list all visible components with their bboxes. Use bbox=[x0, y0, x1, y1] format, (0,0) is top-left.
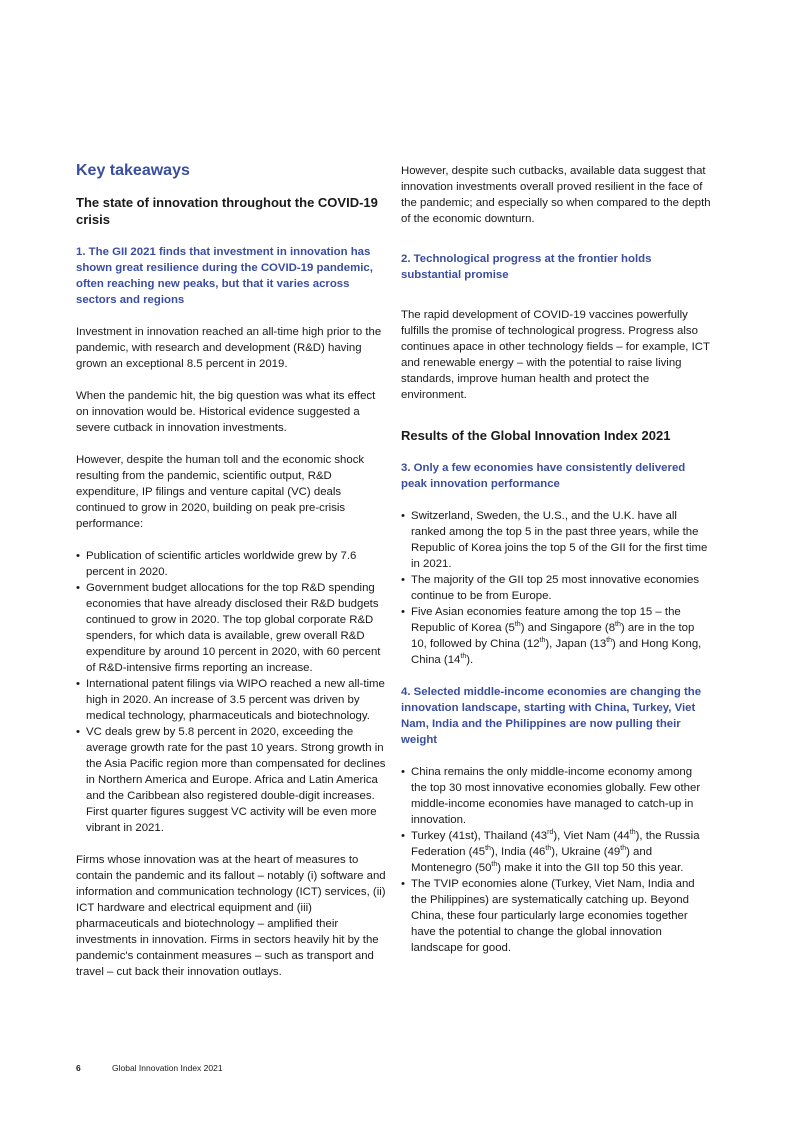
key-point-4: 4. Selected middle-income economies are changing the innovation landscape, starting with China, Turkey, Viet Nam, India and the Philippines are now pulling their weight bbox=[401, 686, 702, 746]
page-number: 6 bbox=[76, 1063, 81, 1073]
list-item: • International patent filings via WIPO reached a new all-time high in 2020. An increase of 3.5 percent was driven by medical technology, pharmaceuticals and biotechnology. bbox=[76, 676, 386, 724]
list-item: • Government budget allocations for the top R&D spending economies that have already disclosed their R&D budgets continued to grow in 2020. The top global corporate R&D spenders, for which data is available, grew overall R&D expenditure by around 10 percent in 2020, with 60 percent of R&D-intensive firms reporting an increase. bbox=[76, 580, 386, 676]
list-item: • Publication of scientific articles worldwide grew by 7.6 percent in 2020. bbox=[76, 548, 386, 580]
key-point-1: 1. The GII 2021 finds that investment in innovation has shown great resilience during the COVID-19 pandemic, often reaching new peaks, but that it varies across sectors and regions bbox=[76, 246, 373, 306]
list-item: • Switzerland, Sweden, the U.S., and the U.K. have all ranked among the top 5 in the past three years, while the Republic of Korea joins the top 5 of the GII for the first time in 2021. bbox=[401, 508, 711, 572]
section-heading-gii-results: Results of the Global Innovation Index 2021 bbox=[401, 428, 671, 443]
paragraph: The rapid development of COVID-19 vaccines powerfully fulfills the promise of technological progress. Progress also continues apace in other technology fields – for example, ICT and renewable energy – with the potential to raise living standards, improve human health and protect the environment. bbox=[401, 309, 710, 401]
left-column bbox=[76, 161, 386, 980]
bullet-list bbox=[401, 508, 711, 668]
key-point-2: 2. Technological progress at the frontier holds substantial promise bbox=[401, 253, 652, 281]
right-column bbox=[401, 163, 711, 956]
page-title: Key takeaways bbox=[76, 162, 190, 179]
list-item: • VC deals grew by 5.8 percent in 2020, exceeding the average growth rate for the past 10 years. Strong growth in the Asia Pacific region more than compensated for declines in Northern America and Europe. Africa and Latin America and the Caribbean also registered double-digit increases. First quarter figures suggest VC activity will be even more vibrant in 2021. bbox=[76, 724, 386, 836]
section-heading-state-of-innovation: The state of innovation throughout the COVID-19 crisis bbox=[76, 195, 378, 227]
page-footer bbox=[76, 1063, 223, 1073]
bullet-list bbox=[401, 764, 711, 956]
paragraph: Investment in innovation reached an all-time high prior to the pandemic, with research and development (R&D) having grown an exceptional 8.5 percent in 2019. bbox=[76, 326, 382, 370]
list-item: • The TVIP economies alone (Turkey, Viet Nam, India and the Philippines) are systematically catching up. Beyond China, these four particularly large economies together have the potential to change the global innovation landscape for good. bbox=[401, 876, 711, 956]
list-item: • Five Asian economies feature among the top 15 – the Republic of Korea (5th) and Singapore (8th) are in the top 10, followed by China (12th), Japan (13th) and Hong Kong, China (14th). bbox=[401, 604, 711, 668]
paragraph: However, despite such cutbacks, available data suggest that innovation investments overall proved resilient in the face of the pandemic; and especially so when compared to the depth of the economic downturn. bbox=[401, 165, 711, 225]
key-point-3: 3. Only a few economies have consistently delivered peak innovation performance bbox=[401, 462, 686, 490]
paragraph: Firms whose innovation was at the heart of measures to contain the pandemic and its fallout – notably (i) software and information and communication technology (ICT) services, (ii) ICT hardware and electrical equipment and (iii) pharmaceuticals and biotechnology – amplified their investments in innovation. Firms in sectors heavily hit by the pandemic's containment measures – such as transport and travel – cut back their innovation outlays. bbox=[76, 854, 386, 978]
paragraph: When the pandemic hit, the big question was what its effect on innovation would be. Historical evidence suggested a severe cutback in innovation investments. bbox=[76, 390, 376, 434]
list-item: • The majority of the GII top 25 most innovative economies continue to be from Europe. bbox=[401, 572, 711, 604]
paragraph: However, despite the human toll and the economic shock resulting from the pandemic, scientific output, R&D expenditure, IP filings and venture capital (VC) deals continued to grow in 2020, building on peak pre-crisis performance: bbox=[76, 454, 365, 530]
list-item: • Turkey (41st), Thailand (43rd), Viet Nam (44th), the Russia Federation (45th), India (46th), Ukraine (49th) and Montenegro (50th) make it into the GII top 50 this year. bbox=[401, 828, 711, 876]
list-item: • China remains the only middle-income economy among the top 30 most innovative economies globally. Few other middle-income economies have managed to catch-up in innovation. bbox=[401, 764, 711, 828]
footer-label: Global Innovation Index 2021 bbox=[112, 1063, 223, 1073]
bullet-list bbox=[76, 548, 386, 836]
